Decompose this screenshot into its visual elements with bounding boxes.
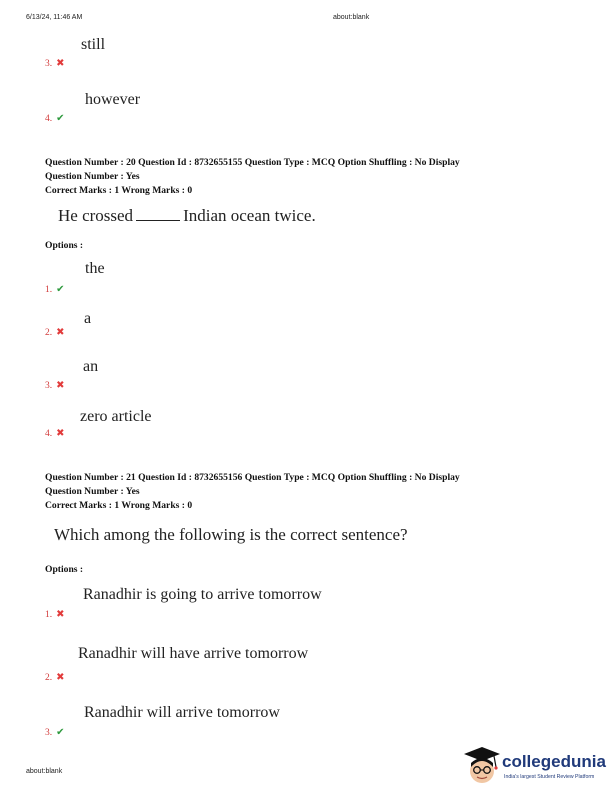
- logo-tagline: India's largest Student Review Platform: [504, 774, 595, 780]
- option-number: 1.: [45, 285, 53, 295]
- option-number: 1.: [45, 610, 53, 620]
- logo-name: collegedunia: [502, 752, 606, 771]
- question-meta-line: Question Number : 20 Question Id : 8732655155 Question Type : MCQ Option Shuffling : No Display: [45, 157, 460, 168]
- footer-url: about:blank: [26, 768, 63, 775]
- options-label: Options :: [45, 240, 84, 251]
- option-number-row: [45, 667, 65, 685]
- check-icon: ✔: [56, 284, 65, 295]
- option-text: a: [84, 310, 92, 327]
- option-number-row: [45, 279, 65, 297]
- option-number: 3.: [45, 381, 53, 391]
- option-text: however: [85, 91, 141, 108]
- question-text: Which among the following is the correct sentence?: [54, 525, 408, 544]
- option-number: 4.: [45, 114, 53, 124]
- option-text: an: [83, 358, 99, 375]
- option-number: 2.: [45, 673, 53, 683]
- question-meta-line: Question Number : 21 Question Id : 8732655156 Question Type : MCQ Option Shuffling : No Display: [45, 472, 460, 483]
- check-icon: ✔: [56, 727, 65, 738]
- option-number: 3.: [45, 728, 53, 738]
- option-number-row: [45, 604, 65, 622]
- option-text: Ranadhir will have arrive tomorrow: [78, 645, 309, 662]
- cross-icon: ✖: [56, 327, 65, 338]
- cross-icon: ✖: [56, 428, 65, 439]
- fill-blank: [136, 207, 180, 221]
- print-timestamp: 6/13/24, 11:46 AM: [26, 14, 83, 21]
- option-number-row: [45, 375, 65, 393]
- option-number-row: [45, 322, 65, 340]
- option-number: 4.: [45, 429, 53, 439]
- option-text: still: [81, 36, 106, 53]
- mascot-logo-icon: [462, 745, 502, 787]
- option-text: the: [85, 260, 105, 277]
- question-text-before: He crossed: [58, 206, 134, 225]
- check-icon: ✔: [56, 113, 65, 124]
- question-meta-line: Question Number : Yes: [45, 486, 140, 497]
- option-number-row: [45, 423, 65, 441]
- cross-icon: ✖: [56, 609, 65, 620]
- question-text-after: Indian ocean twice.: [183, 206, 316, 225]
- question-meta-line: Correct Marks : 1 Wrong Marks : 0: [45, 185, 193, 196]
- print-url: about:blank: [333, 14, 370, 21]
- option-number: 3.: [45, 59, 53, 69]
- options-label: Options :: [45, 564, 84, 575]
- option-text: zero article: [80, 408, 152, 425]
- cross-icon: ✖: [56, 380, 65, 391]
- option-text: Ranadhir is going to arrive tomorrow: [83, 586, 322, 603]
- question-text: [58, 206, 316, 226]
- option-number-row: [45, 722, 65, 740]
- cross-icon: ✖: [56, 58, 65, 69]
- option-number: 2.: [45, 328, 53, 338]
- option-text: Ranadhir will arrive tomorrow: [84, 704, 280, 721]
- option-number-row: [45, 53, 65, 71]
- option-number-row: [45, 108, 65, 126]
- question-meta: [45, 156, 460, 198]
- question-meta-line: Question Number : Yes: [45, 171, 140, 182]
- question-meta: [45, 471, 460, 513]
- cross-icon: ✖: [56, 672, 65, 683]
- question-meta-line: Correct Marks : 1 Wrong Marks : 0: [45, 500, 193, 511]
